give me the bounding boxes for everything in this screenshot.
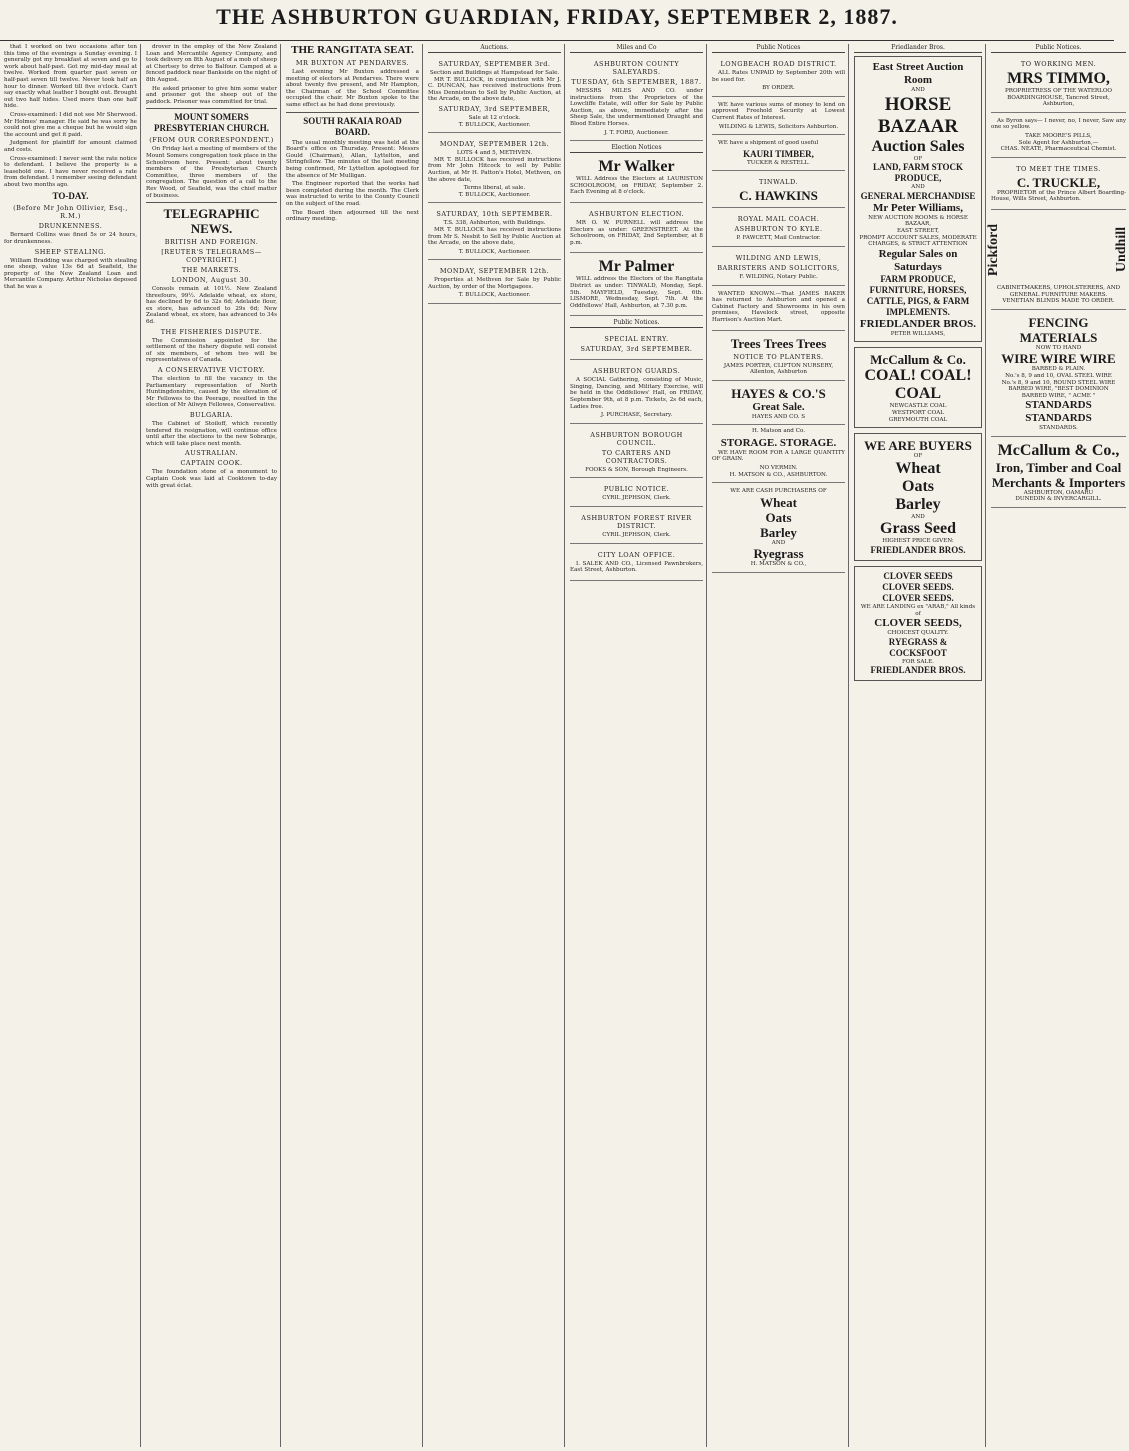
choicest-label: CHOICEST QUALITY. [887, 630, 949, 637]
rakaia-text-3: The Board then adjourned till the next ordinary meeting. [286, 209, 419, 223]
tinwald-ad [712, 174, 845, 208]
peter-williams: Mr Peter Williams, [873, 201, 963, 214]
cash-heading: WE ARE CASH PURCHASERS OF [730, 488, 827, 495]
longbeach-text: ALL Rates UNPAID by September 20th will be sued for. [712, 70, 845, 83]
newcastle-label: NEWCASTLE COAL [889, 403, 947, 410]
captain-cook-heading: CAPTAIN COOK. [180, 459, 243, 468]
public-notices-head: Public Notices. [570, 319, 703, 328]
clover-2: CLOVER SEEDS. [882, 581, 954, 592]
markets-text: Consols remain at 101½. New Zealand threefours, 99½. Adelaide wheat, ex store, has declined by 6d to 32s 6d; Adelaide flour, ex store, has advanced to 29s 6d; New Zealand wheat, ex store, has advanced to 34s 6d. [146, 286, 277, 326]
money-text: WE have various sums of money to lend on approved Freehold Security at Lowest Current Rates of Interest. [712, 101, 845, 121]
saleyards-heading: ASHBURTON COUNTY SALEYARDS. [593, 60, 680, 76]
mccallum-heading: McCallum & Co. [870, 352, 966, 368]
fisheries-text: The Commission appointed for the settlement of the fishery dispute will consist of six members, of whom two will be representatives of Canada. [146, 337, 277, 364]
regular-sales-heading: Regular Sales on Saturdays [878, 247, 958, 273]
auctions-column-head: Auctions. [428, 44, 561, 53]
public-notice-sign: CYRIL JEPHSON, Clerk. [602, 495, 671, 502]
auction-date: SATURDAY, SEPTEMBER 3rd. [438, 60, 551, 68]
telegraphic-source: [REUTER'S TELEGRAMS—COPYRIGHT.] [161, 248, 262, 265]
saleyards-ad [570, 56, 703, 141]
court-text-1: that I worked on two occasions after ten this time of the evenings a Sunday evening. I generally got my breakfast at seven and go to work about half-past. Got my mid-day meal at twelve. Worked from quarter past seven or half-past seven till twelve. Never took half an hour to dinner. Worked till five o'clock. Can't say exactly what leather I bought out. Brought out two half hides. Used more than one half hide. [4, 44, 137, 110]
auction-sub: Section and Buildings at Hampstead for Sale. [429, 70, 560, 76]
divider [146, 202, 277, 203]
forest-sign: CYRIL JEPHSON, Clerk. [602, 532, 671, 539]
of-label: OF [913, 155, 923, 162]
round-wire: No.'s 8, 9 and 10, ROUND STEEL WIRE [1001, 379, 1116, 386]
guards-heading: ASHBURTON GUARDS. [592, 367, 681, 376]
timmo-heading: MRS TIMMO, [1007, 70, 1110, 87]
rooms-label: NEW AUCTION ROOMS & HORSE BAZAAR, [868, 214, 968, 228]
land-label: LAND, FARM STOCK [873, 162, 963, 173]
undhill-label: Undhill [1114, 227, 1129, 273]
trees-ad [712, 334, 845, 381]
bulgaria-heading: BULGARIA. [189, 411, 234, 419]
pills-heading: TAKE MOORE'S PILLS, [1025, 132, 1092, 139]
working-men: TO WORKING MEN. [1020, 60, 1097, 68]
masthead [0, 0, 1114, 41]
auction-room-ad [854, 56, 982, 342]
clover-3: CLOVER SEEDS. [882, 592, 954, 603]
wheat-label: Wheat [895, 459, 941, 477]
auction-ad-4 [428, 263, 561, 304]
oats-label: Oats [902, 477, 934, 495]
auction-terms: Terms liberal, at sale. [463, 185, 526, 192]
column-1 [4, 44, 141, 1447]
barbed-acme: BARBED WIRE, " ACME " [1021, 392, 1096, 399]
tinwald-heading: TINWALD. [758, 178, 798, 187]
today-heading: TO-DAY. [52, 191, 89, 202]
friedlander-sub: PETER WILLIAMS, [890, 330, 946, 337]
rangitata-sub: MR BUXTON AT PENDARVES. [295, 59, 410, 67]
city-loan-ad [570, 547, 703, 581]
markets-heading: THE MARKETS. [181, 266, 242, 275]
borough-heading: ASHBURTON BOROUGH COUNCIL. [590, 430, 683, 447]
wire-heading: WIRE WIRE WIRE [1001, 351, 1116, 367]
rakaia-text-2: The Engineer reported that the works had been completed during the month. The Clerk was instructed to write to the County Council on the subject of the road. [286, 181, 419, 207]
conservative-heading: A CONSERVATIVE VICTORY. [157, 366, 266, 375]
of-label: OF [913, 453, 923, 460]
saleyards-text: MESSRS MILES AND CO. under instructions from the Proprietors of the Lowcliffe Estate, will offer for Sale by Public Auction, as above, immediately after the Sheep Sale, the undermentioned Draught and Blood Entire Horses. [570, 88, 703, 127]
for-sale-label: FOR SALE. [902, 658, 934, 665]
highest-label: HIGHEST PRICE GIVEN: [882, 538, 954, 545]
column-8 [986, 44, 1129, 1447]
prompt-label: PROMPT ACCOUNT SALES, MODERATE CHARGES, & STRICT ATTENTION [859, 234, 977, 248]
walker-heading: Mr Walker [598, 158, 675, 176]
grass-seed-label: Grass Seed [880, 520, 956, 538]
column-4 [428, 44, 565, 1447]
city-loan-heading: CITY LOAN OFFICE. [597, 550, 676, 559]
sole-agent: Sole Agent for Ashburton,— [1018, 139, 1099, 146]
barbed-dominion: BARBED WIRE, "BEST DOMINION [1008, 386, 1109, 393]
borough-sign: FOOKS & SON, Borough Engineers. [585, 466, 688, 473]
rangitata-heading: THE RANGITATA SEAT. [291, 44, 414, 56]
column-5 [570, 44, 707, 1447]
miles-column-head: Miles and Co [570, 44, 703, 53]
oval-wire: No.'s 8, 9 and 10, OVAL STEEL WIRE [1005, 372, 1112, 379]
mail-sign: P. FAWCETT, Mail Contractor. [736, 235, 821, 242]
guards-text: A SOCIAL Gathering, consisting of Music, Singing, Dancing, and Military Exercise, will be held in the Oddfellows' Hall, on FRIDAY, September 9th, at 8 p.m. Tickets, 2s 6d each, Ladies free. [570, 377, 703, 410]
divider [146, 108, 277, 109]
court-text-3: Judgment for plaintiff for amount claimed and costs. [4, 140, 137, 153]
storage-heading: STORAGE. STORAGE. [720, 436, 837, 449]
mccallum-heading: McCallum & Co., [997, 441, 1120, 459]
kauri-text: WE have a shipment of good useful [718, 140, 819, 147]
standards-heading: STANDARDS STANDARDS [1025, 399, 1092, 425]
longbeach-ad [712, 56, 845, 97]
auction-sub: T.S. 338, Ashburton, with Buildings. [443, 220, 546, 227]
chemist-sign: CHAS. NEATE, Pharmaceutical Chemist. [1000, 146, 1117, 153]
auctioneer-sign: T. BULLOCK, Auctioneer. [458, 191, 531, 198]
timmo-sub: PROPRIETRESS OF THE WATERLOO BOARDINGHOUSE, Tancred Street, Ashburton, [1004, 88, 1113, 108]
and-label: AND [911, 184, 925, 191]
truckle-sub: PROPRIETOR of the Prince Albert Boarding-House, Wills Street, Ashburton. [991, 189, 1126, 203]
trees-sign: JAMES PORTER, CLIFTON NURSERY, Allenton, Ashburton [723, 362, 834, 376]
wl-sub: BARRISTERS AND SOLICITORS, [717, 263, 840, 272]
money-sign: WILDING & LEWIS, Solicitors Ashburton. [718, 123, 839, 130]
iron-heading: Iron, Timber and Coal [995, 459, 1122, 475]
court-text-2: Cross-examined: I did not see Mr Sherwood. Mr Holmes' manager. He said he was sorry he could not give me a cheque but he would sign the account and get it paid. [4, 111, 137, 138]
landing-label: WE ARE LANDING ex "ARAB," All kinds of [860, 603, 976, 617]
newspaper-title: THE ASHBURTON GUARDIAN, FRIDAY, SEPTEMBER 2, 1887. [216, 4, 898, 29]
palmer-ad [570, 256, 703, 316]
auction-date: SATURDAY, 10th SEPTEMBER. [436, 210, 553, 219]
column-7 [854, 44, 986, 1447]
auction-ad-2 [428, 136, 561, 203]
borough-ad [570, 427, 703, 479]
pickford-banner [986, 215, 1129, 285]
drunkenness-heading: DRUNKENNESS. [38, 222, 103, 231]
court-text-4: Cross-examined: I never sent the rate notice to defendant. I believe the property is a leasehold one. I have never received a rate from defendant. I remember seeing defendant about two months ago. [4, 155, 137, 188]
drover-text: drover in the employ of the New Zealand Loan and Mercantile Agency Company, and took delivery on 8th August of a mob of sheep at Chertsey to drive to Balfour. Camped at a fenced paddock near Bankside on the night of 8th August. [146, 44, 277, 83]
australian-heading: AUSTRALIAN. [185, 449, 238, 458]
auction-time: SATURDAY, 3rd SEPTEMBER, [438, 104, 551, 113]
sheep-text: William Bradding was charged with stealing one sheep, value 13s 6d at Seafield, the property of the New Zealand Loan and Mercantile Company. Arthur Nicholas deposed that he was a [4, 257, 137, 291]
money-ad [712, 100, 845, 135]
storage-text: WE HAVE ROOM FOR A LARGE QUANTITY OF GRAIN. [712, 449, 845, 463]
drunkenness-text: Bernard Collins was fined 5s or 24 hours, for drunkenness. [4, 232, 137, 246]
wanted-ad [712, 289, 845, 331]
walker-ad [570, 156, 703, 203]
columns [4, 44, 1129, 1447]
mount-somers-heading: MOUNT SOMERS PRESBYTERIAN CHURCH. [153, 112, 269, 134]
mount-somers-sub: (FROM OUR CORRESPONDENT.) [149, 136, 274, 145]
palmer-text: WILL address the Electors of the Rangitata District as under: TINWALD, Monday, Sept. 5th. MAYFIELD, Tuesday, Sept. 6th. LISMORE, Wednesday, Sept. 7th. At the Oddfellows' Hall, Ashburton, at 7.30 p.m. [570, 276, 703, 309]
meet-times: TO MEET THE TIMES. [1016, 164, 1101, 173]
byron-text: As Byron says— I never, no, I never, Saw any one so yellow. [991, 117, 1126, 131]
cash-ad [712, 486, 845, 573]
saleyards-sign: J. T. FORD, Auctioneer. [604, 129, 669, 136]
pills-ad [991, 116, 1126, 158]
clover-4: CLOVER SEEDS, [874, 617, 962, 630]
auction-ad-3 [428, 206, 561, 260]
special-entry-heading: SPECIAL ENTRY. [604, 335, 669, 344]
and-label: AND [911, 87, 925, 93]
kauri-ad [712, 138, 845, 171]
kauri-sign: TUCKER & RESTELL. [747, 159, 810, 166]
auction-sub: LOTS 4 and 5, METHVEN. [456, 150, 533, 157]
trees-heading: Trees Trees Trees [730, 335, 827, 351]
auction-date: MONDAY, SEPTEMBER 12th. [439, 267, 550, 276]
buyers-ad [854, 433, 982, 561]
auction-text: Properties at Methven for Sale by Public Auction, by order of the Mortgagees. [428, 277, 561, 290]
column-2 [146, 44, 281, 1447]
standards-sub: STANDARDS. [1039, 425, 1078, 432]
sheep-heading: SHEEP STEALING. [34, 247, 107, 256]
telegraphic-heading: TELEGRAPHIC NEWS. [163, 206, 260, 237]
cash-and: AND [771, 539, 786, 546]
longbeach-heading: LONGBEACH ROAD DISTRICT. [720, 60, 837, 68]
storage-sign: H. MATSON & CO., ASHBURTON. [729, 471, 828, 478]
barbed-label: BARBED & PLAIN. [1031, 366, 1086, 373]
east-street-heading: East Street Auction Room [872, 61, 964, 86]
city-loan-text: I. SALEK AND CO., Licensed Pawnbrokers, East Street, Ashburton. [570, 560, 703, 574]
barley-label: Barley [895, 495, 941, 513]
palmer-heading: Mr Palmer [598, 258, 675, 276]
storage-vermin: NO VERMIN. [759, 465, 798, 472]
conservative-text: The election to fill the vacancy in the Parliamentary representation of North Huntingdonshire, caused by the elevation of Mr Fellowes to the Peerage, resulted in the election of Mr Ailwyn Fellowes, Conservative. [146, 376, 277, 409]
clover-1: CLOVER SEEDS [883, 570, 953, 581]
now-hand-label: NOW TO HAND [1035, 344, 1082, 351]
mail-coach-ad [712, 211, 845, 247]
east-street-label: EAST STREET, [896, 227, 940, 234]
telegraphic-sub: BRITISH AND FOREIGN. [164, 238, 259, 247]
special-entry-date: SATURDAY, 3rd SEPTEMBER. [580, 345, 693, 354]
divider [286, 112, 419, 113]
auction-text: MR T. BULLOCK, in conjunction with Mr J. C. DUNCAN, has received instructions from Miss Dennistoun to Sell by Public Auction, at the Arcade, on the above date, [428, 76, 561, 103]
wl-name: F. WILDING, Notary Public. [739, 273, 818, 280]
towns-label-2: DUNEDIN & INVERCARGILL. [1015, 496, 1102, 503]
coal-ad [854, 347, 982, 428]
hawkins-heading: C. HAWKINS [739, 188, 818, 204]
election-column-head: Election Notices [570, 144, 703, 153]
cabinet-label: CABINETMAKERS, UPHOLSTERERS, AND GENERAL FURNITURE MAKERS. [996, 284, 1121, 298]
election-heading: ASHBURTON ELECTION. [588, 209, 685, 218]
saleyards-date: TUESDAY, 6th SEPTEMBER, 1887. [571, 78, 702, 86]
public-notice-heading: PUBLIC NOTICE. [603, 485, 670, 494]
hayes-sign: HAYES AND CO. S [751, 413, 806, 420]
drover-text-2: He asked prisoner to give him some water and prisoner got the sheep out of the paddock. Prisoner was committed for trial. [146, 85, 277, 105]
borough-sub: TO CARTERS AND CONTRACTORS. [601, 448, 672, 465]
truckle-ad [991, 161, 1126, 210]
auction-terms: Sale at 12 o'clock. [468, 114, 521, 121]
venetian-label: VENETIAN BLINDS MADE TO ORDER. [1002, 298, 1115, 305]
mail-sub: ASHBURTON TO KYLE. [734, 225, 823, 234]
guards-sign: J. PURCHASE, Secretary. [600, 412, 673, 419]
trees-sub: NOTICE TO PLANTERS. [733, 352, 824, 361]
matson-label: H. Matson and Co. [752, 428, 805, 435]
hayes-heading: HAYES & CO.'S [731, 385, 826, 401]
fisheries-heading: THE FISHERIES DISPUTE. [160, 327, 263, 336]
rangitata-text: Last evening Mr Buxton addressed a meeting of electors at Pendarves. There were about twenty five present, and Mr Hampton, the Chairman of the School Committee occupied the chair. Mr Buxton spoke to the same effect as he had done previously. [286, 69, 419, 108]
walker-text: WILL Address the Electors at LAURISTON SCHOOLROOM, on FRIDAY, September 2. Each Evening at 8 o'clock. [570, 176, 703, 196]
forest-heading: ASHBURTON FOREST RIVER DISTRICT. [581, 514, 692, 531]
mail-heading: ROYAL MAIL COACH. [737, 215, 820, 224]
clover-ad [854, 566, 982, 681]
auction-date: MONDAY, SEPTEMBER 12th. [439, 140, 550, 149]
cash-barley: Barley [760, 524, 797, 540]
pickford-label: Pickford [986, 223, 1001, 276]
auctioneer-sign: T. BULLOCK, Auctioneer. [458, 248, 531, 255]
auction-ad-1 [428, 56, 561, 133]
friedlander-column-head: Friedlander Bros. [854, 44, 982, 53]
column-6 [712, 44, 849, 1447]
longbeach-order: BY ORDER. [762, 85, 795, 92]
guards-ad [570, 363, 703, 424]
friedlander-heading: FRIEDLANDER BROS. [859, 317, 977, 330]
cash-ryegrass: Ryegrass [753, 546, 804, 562]
today-sub: (Before Mr John Ollivier, Esq., R.M.) [13, 204, 128, 221]
markets-dateline: LONDON, August 30. [171, 276, 252, 285]
cash-oats: Oats [765, 509, 792, 525]
timmo-ad [991, 56, 1126, 113]
auction-sales-heading: Auction Sales [871, 137, 965, 155]
public-notices-head: Public Notices. [991, 44, 1126, 53]
auction-text: MR T. BULLOCK has received instructions from Mr S. Nesbit to Sell by Public Auction at the Arcade, on the above date, [428, 226, 561, 247]
wanted-text: WANTED KNOWN.—That JAMES BAKER has returned to Ashburton and opened a Cabinet Factory and Showrooms in his own premises, Havelock street, opposite Harrison's Auction Mart. [712, 290, 845, 323]
captain-cook-text: The foundation stone of a monument to Captain Cook was laid at Cooktown to-day with great éclat. [146, 469, 277, 489]
pickford-ad [986, 213, 1129, 310]
and-label: AND [911, 513, 925, 520]
westport-label: WESTPORT COAL [892, 409, 944, 416]
rakaia-text: The usual monthly meeting was held at the Board's office on Thursday. Present: Messrs Gould (Chairman), Allan, Lyttelton, and Stringfellow. The minutes of the last meeting being confirmed, Mr Lyttelton apologised for the absence of Mr Mulligan. [286, 139, 419, 179]
coal-heading: COAL! COAL! COAL [864, 367, 972, 403]
auctioneer-sign: T. BULLOCK, Auctioneer. [458, 121, 531, 128]
forest-ad [570, 510, 703, 544]
truckle-heading: C. TRUCKLE, [1016, 174, 1101, 190]
merchants-heading: Merchants & Importers [991, 474, 1126, 490]
bulgaria-text: The Cabinet of Stoiloff, which recently tendered its resignation, will continue office until after the elections to the new Sobranje, which will take place next month. [146, 421, 277, 447]
special-entry-ad [570, 331, 703, 360]
friedlander-label: FRIEDLANDER BROS. [870, 544, 966, 555]
public-notice-ad [570, 481, 703, 507]
towns-label: ASHBURTON, OAMARU [1023, 489, 1094, 496]
kauri-heading: KAURI TIMBER, [743, 148, 814, 159]
greymouth-label: GREYMOUTH COAL [888, 416, 948, 423]
hayes-ad [712, 384, 845, 426]
mccallum-ad [991, 440, 1126, 508]
rakaia-heading: SOUTH RAKAIA ROAD BOARD. [303, 115, 402, 137]
column-3 [286, 44, 423, 1447]
horse-bazaar-heading: HORSE BAZAAR [877, 93, 959, 137]
purnell-ad [570, 206, 703, 253]
cash-wheat: Wheat [760, 494, 797, 510]
auction-text: MR T. BULLOCK has received instructions from Mr John Hitcock to sell by Public Auction, at Mr H. Patton's Hotel, Methven, on the above date, [428, 156, 561, 183]
produce-label: PRODUCE, [894, 173, 942, 184]
hayes-sub: Great Sale. [752, 400, 805, 413]
public-notices-head: Public Notices [712, 44, 845, 53]
wl-heading: WILDING AND LEWIS, [735, 253, 822, 262]
friedlander-label: FRIEDLANDER BROS. [870, 665, 966, 676]
fencing-ad [991, 313, 1126, 437]
general-label: GENERAL MERCHANDISE [860, 190, 976, 201]
farm-label: FARM PRODUCE, FURNITURE, HORSES, CATTLE, PIGS, & FARM IMPLEMENTS. [866, 273, 970, 317]
fencing-heading: FENCING MATERIALS [1019, 314, 1098, 345]
mount-somers-text: On Friday last a meeting of members of the Mount Somers congregation took place in the Schoolroom here. Present: about twenty members of the Presbyterian Church Committee, three members of the congregation. The question of a call to the Rev Wood, of Seafield, was the chief matter of business. [146, 146, 277, 199]
storage-ad [712, 435, 845, 483]
election-text: MR O. W. PURNELL will address the Electors as under: GREENSTREET. At the Schoolroom, on FRIDAY, 2nd September, at 8 p.m. [570, 219, 703, 246]
buyers-heading: WE ARE BUYERS [864, 438, 972, 454]
auctioneer-sign: T. BULLOCK, Auctioneer. [458, 292, 531, 299]
ryegrass-label: RYEGRASS & COCKSFOOT [888, 636, 948, 658]
wilding-lewis-ad [712, 250, 845, 286]
cash-sign: H. MATSON & CO., [750, 561, 807, 568]
